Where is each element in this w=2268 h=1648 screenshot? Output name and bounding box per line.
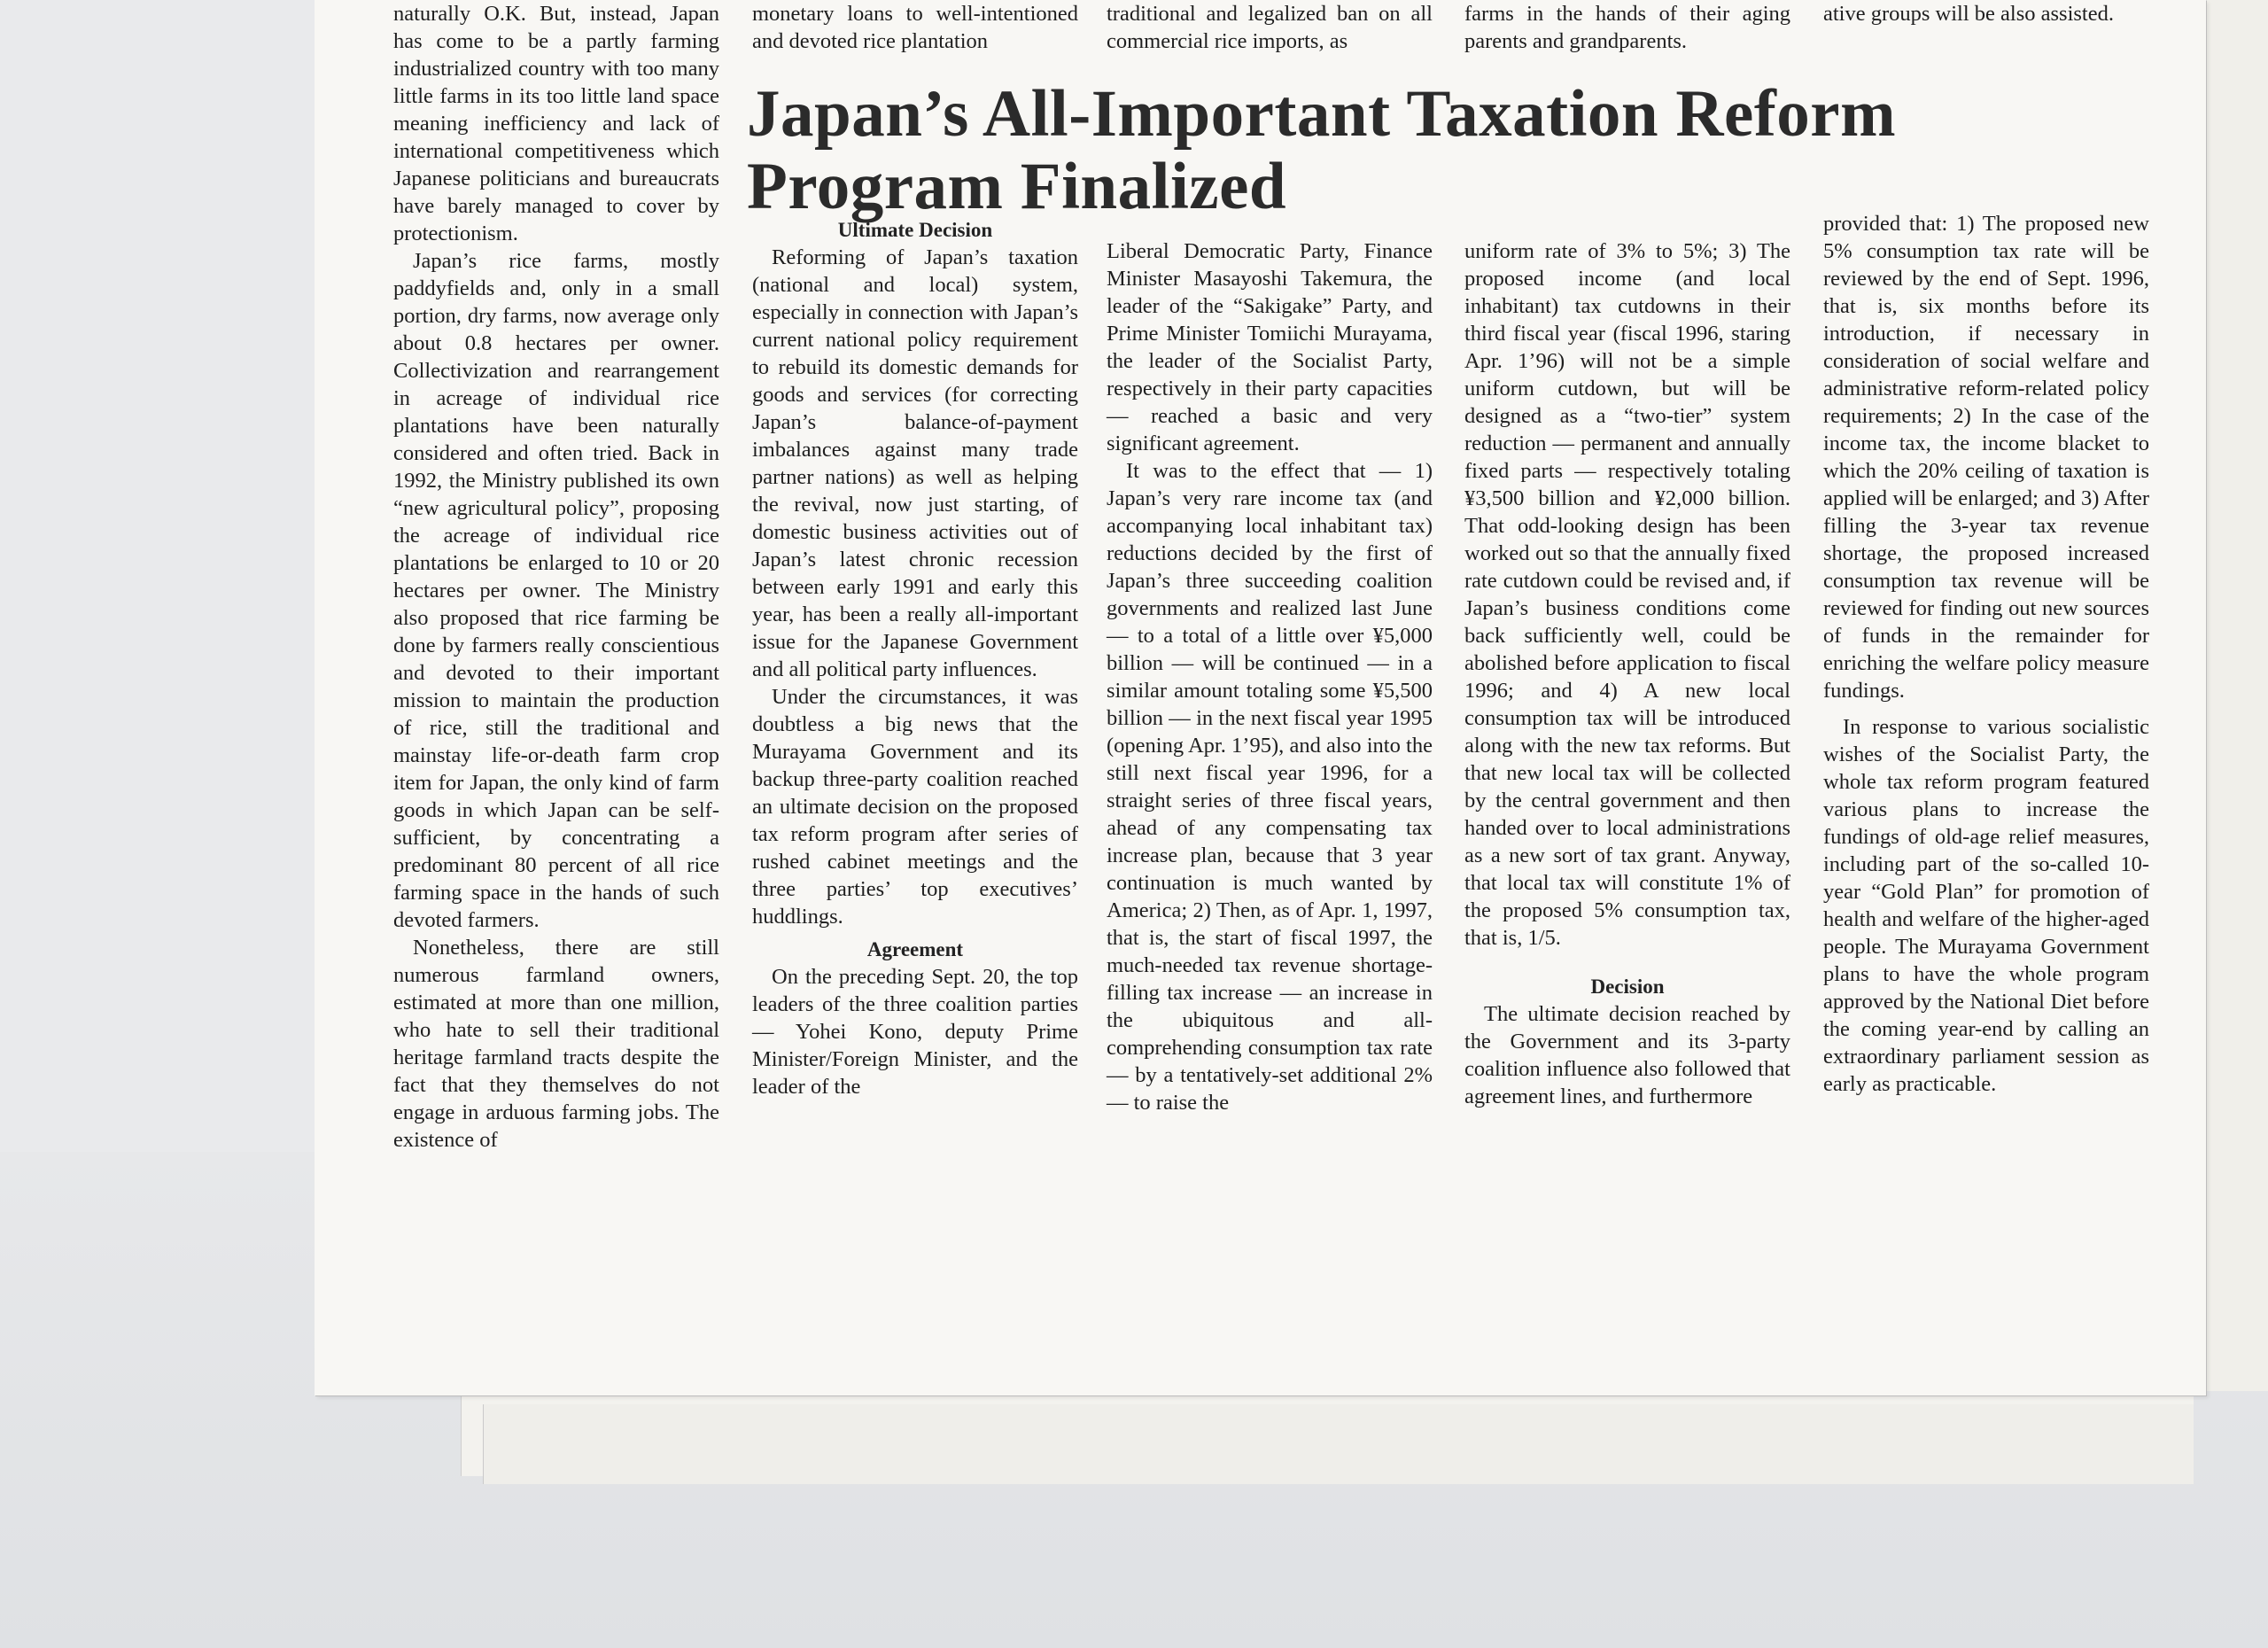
column-3-paragraph-2: It was to the effect that — 1) Japan’s very rare income tax (and accompanying local inhabitant tax) reductions decided by the first of Japan’s three succeeding coalition governments and realized last June — to a total of a little over ¥5,000 billion — will be continued — in a similar amount totaling some ¥5,500 billion — in the next fiscal year 1995 (opening Apr. 1’95), and also into the still next fiscal year 1996, for a straight series of three fiscal years, ahead of any compensating tax increase plan, because that 3 year continuation is much wanted by America; 2) Then, as of Apr. 1, 1997, that is, the start of fiscal 1997, the much-needed tax revenue shortage-filling tax increase — an increase in the ubiquitous and all-comprehending consumption tax rate — by a tentatively-set additional 2% — to raise the (1107, 459, 1433, 1115)
column-5-paragraph-1: provided that: 1) The proposed new 5% consumption tax rate will be reviewed by the end of Sept. 1996, that is, six months before its introduction, if necessary in consideration of social welfare and administrative reform-related policy requirements; 2) In the case of the income tax, the income blacket to which the 20% ceiling of taxation is applied will be enlarged; and 3) After filling the 3-year tax revenue shortage, the proposed increased consumption tax revenue will be reviewed for finding out new sources of funds in the remainder for enriching the welfare policy measure fundings. (1823, 212, 2149, 703)
subhead-ultimate-decision: Ultimate Decision (837, 219, 993, 241)
column-1-paragraph-1: naturally O.K. But, instead, Japan has come to be a partly farming industrialized country with too many little farms in its too little land space meaning inefficiency and lack of international competitiveness which Japanese politicians and bureaucrats have barely managed to cover by protectionism. (393, 2, 719, 245)
column-2-paragraph-1: Reforming of Japan’s taxation (national and local) system, especially in connection with Japan’s current national policy requirement to rebuild its domestic demands for goods and services (for correcting Japan’s balance-of-payment imbalances against many trade partner nations) as well as helping the revival, now just starting, of domestic business activities out of Japan’s latest chronic recession between early 1991 and early this year, has been a really all-important issue for the Japanese Government and all political party influences. (752, 245, 1078, 681)
column-4-paragraph-1: uniform rate of 3% to 5%; 3) The proposed income (and local inhabitant) tax cutdowns in their third fiscal year (fiscal 1996, staring Apr. 1’96) will not be a simple uniform cutdown, but will be designed as a “two-tier” system reduction — permanent and annually fixed parts — respectively totaling ¥3,500 billion and ¥2,000 billion. That odd-looking design has been worked out so that the annually fixed rate cutdown could be revised and, if Japan’s business conditions come back sufficiently well, could be abolished before application to fiscal 1996; and 4) A new local consumption tax will be introduced along with the new tax reforms. But that new local tax will be collected by the central government and then handed over to local administrations as a new sort of tax grant. Anyway, that local tax will constitute 1% of the proposed 5% consumption tax, that is, 1/5. (1464, 239, 1790, 950)
article-headline: Japan’s All-Important Taxation Reform Program Finalized (747, 77, 1897, 223)
column-5-paragraph-2: In response to various socialistic wishes of the Socialist Party, the whole tax reform program featured various plans to increase the fundings of old-age relief measures, including part of the so-called 10-year “Gold Plan” for promotion of health and welfare of the higher-aged people. The Murayama Government plans to have the whole program approved by the National Diet before the coming year-end by calling an extraordinary parliament session as early as practicable. (1823, 715, 2149, 1096)
column-4-paragraph-2: The ultimate decision reached by the Government and its 3-party coalition influence also followed that agreement lines, and furthermore (1464, 1002, 1790, 1108)
column-1-paragraph-2: Japan’s rice farms, mostly paddyfields and, only in a small portion, dry farms, now average only about 0.8 hectares per owner. Collectivization and rearrangement in acreage of individual rice plantations have been naturally considered and often tried. Back in 1992, the Ministry published its own “new agricultural policy”, proposing the acreage of individual rice plantations be enlarged to 10 or 20 hectares per owner. The Ministry also proposed that rice farming be done by farmers really conscientious and devoted to their important mission to maintain the production of rice, still the traditional and mainstay life-or-death farm crop item for Japan, the only kind of farm goods in which Japan can be self-sufficient, by concentrating a predominant 80 percent of all rice farming space in the hands of such devoted farmers. (393, 249, 719, 932)
column-2-lead-lines: monetary loans to well-intentioned and devoted rice plantation (752, 2, 1078, 53)
article-column-1 (393, 0, 719, 1154)
underlying-sheet-lower (483, 1404, 2194, 1484)
column-1-paragraph-3: Nonetheless, there are still numerous farmland owners, estimated at more than one million, who hate to sell their traditional heritage farmland tracts despite the fact that they themselves do not engage in arduous farming jobs. The existence of (393, 936, 719, 1152)
subhead-agreement: Agreement (866, 938, 964, 960)
subhead-decision: Decision (1590, 976, 1665, 998)
column-4-lead-lines: farms in the hands of their aging parents and grandparents. (1464, 2, 1790, 53)
column-3-lead-lines: traditional and legalized ban on all commercial rice imports, as (1107, 2, 1433, 53)
column-3-paragraph-1: Liberal Democratic Party, Finance Minister Masayoshi Takemura, the leader of the “Sakigake” Party, and Prime Minister Tomiichi Murayama, the leader of the Socialist Party, respectively in their party capacities — reached a basic and very significant agreement. (1107, 239, 1433, 455)
column-5-lead-lines: ative groups will be also assisted. (1823, 2, 2114, 26)
adjacent-page-edge (2206, 0, 2268, 1391)
column-2-paragraph-2: Under the circumstances, it was doubtless a big news that the Murayama Government and its backup three-party coalition reached an ultimate decision on the proposed tax reform program after series of rushed cabinet meetings and the three parties’ top executives’ huddlings. (752, 685, 1078, 929)
column-2-paragraph-3: On the preceding Sept. 20, the top leaders of the three coalition parties — Yohei Kono, deputy Prime Minister/Foreign Minister, and the leader of the (752, 965, 1078, 1099)
